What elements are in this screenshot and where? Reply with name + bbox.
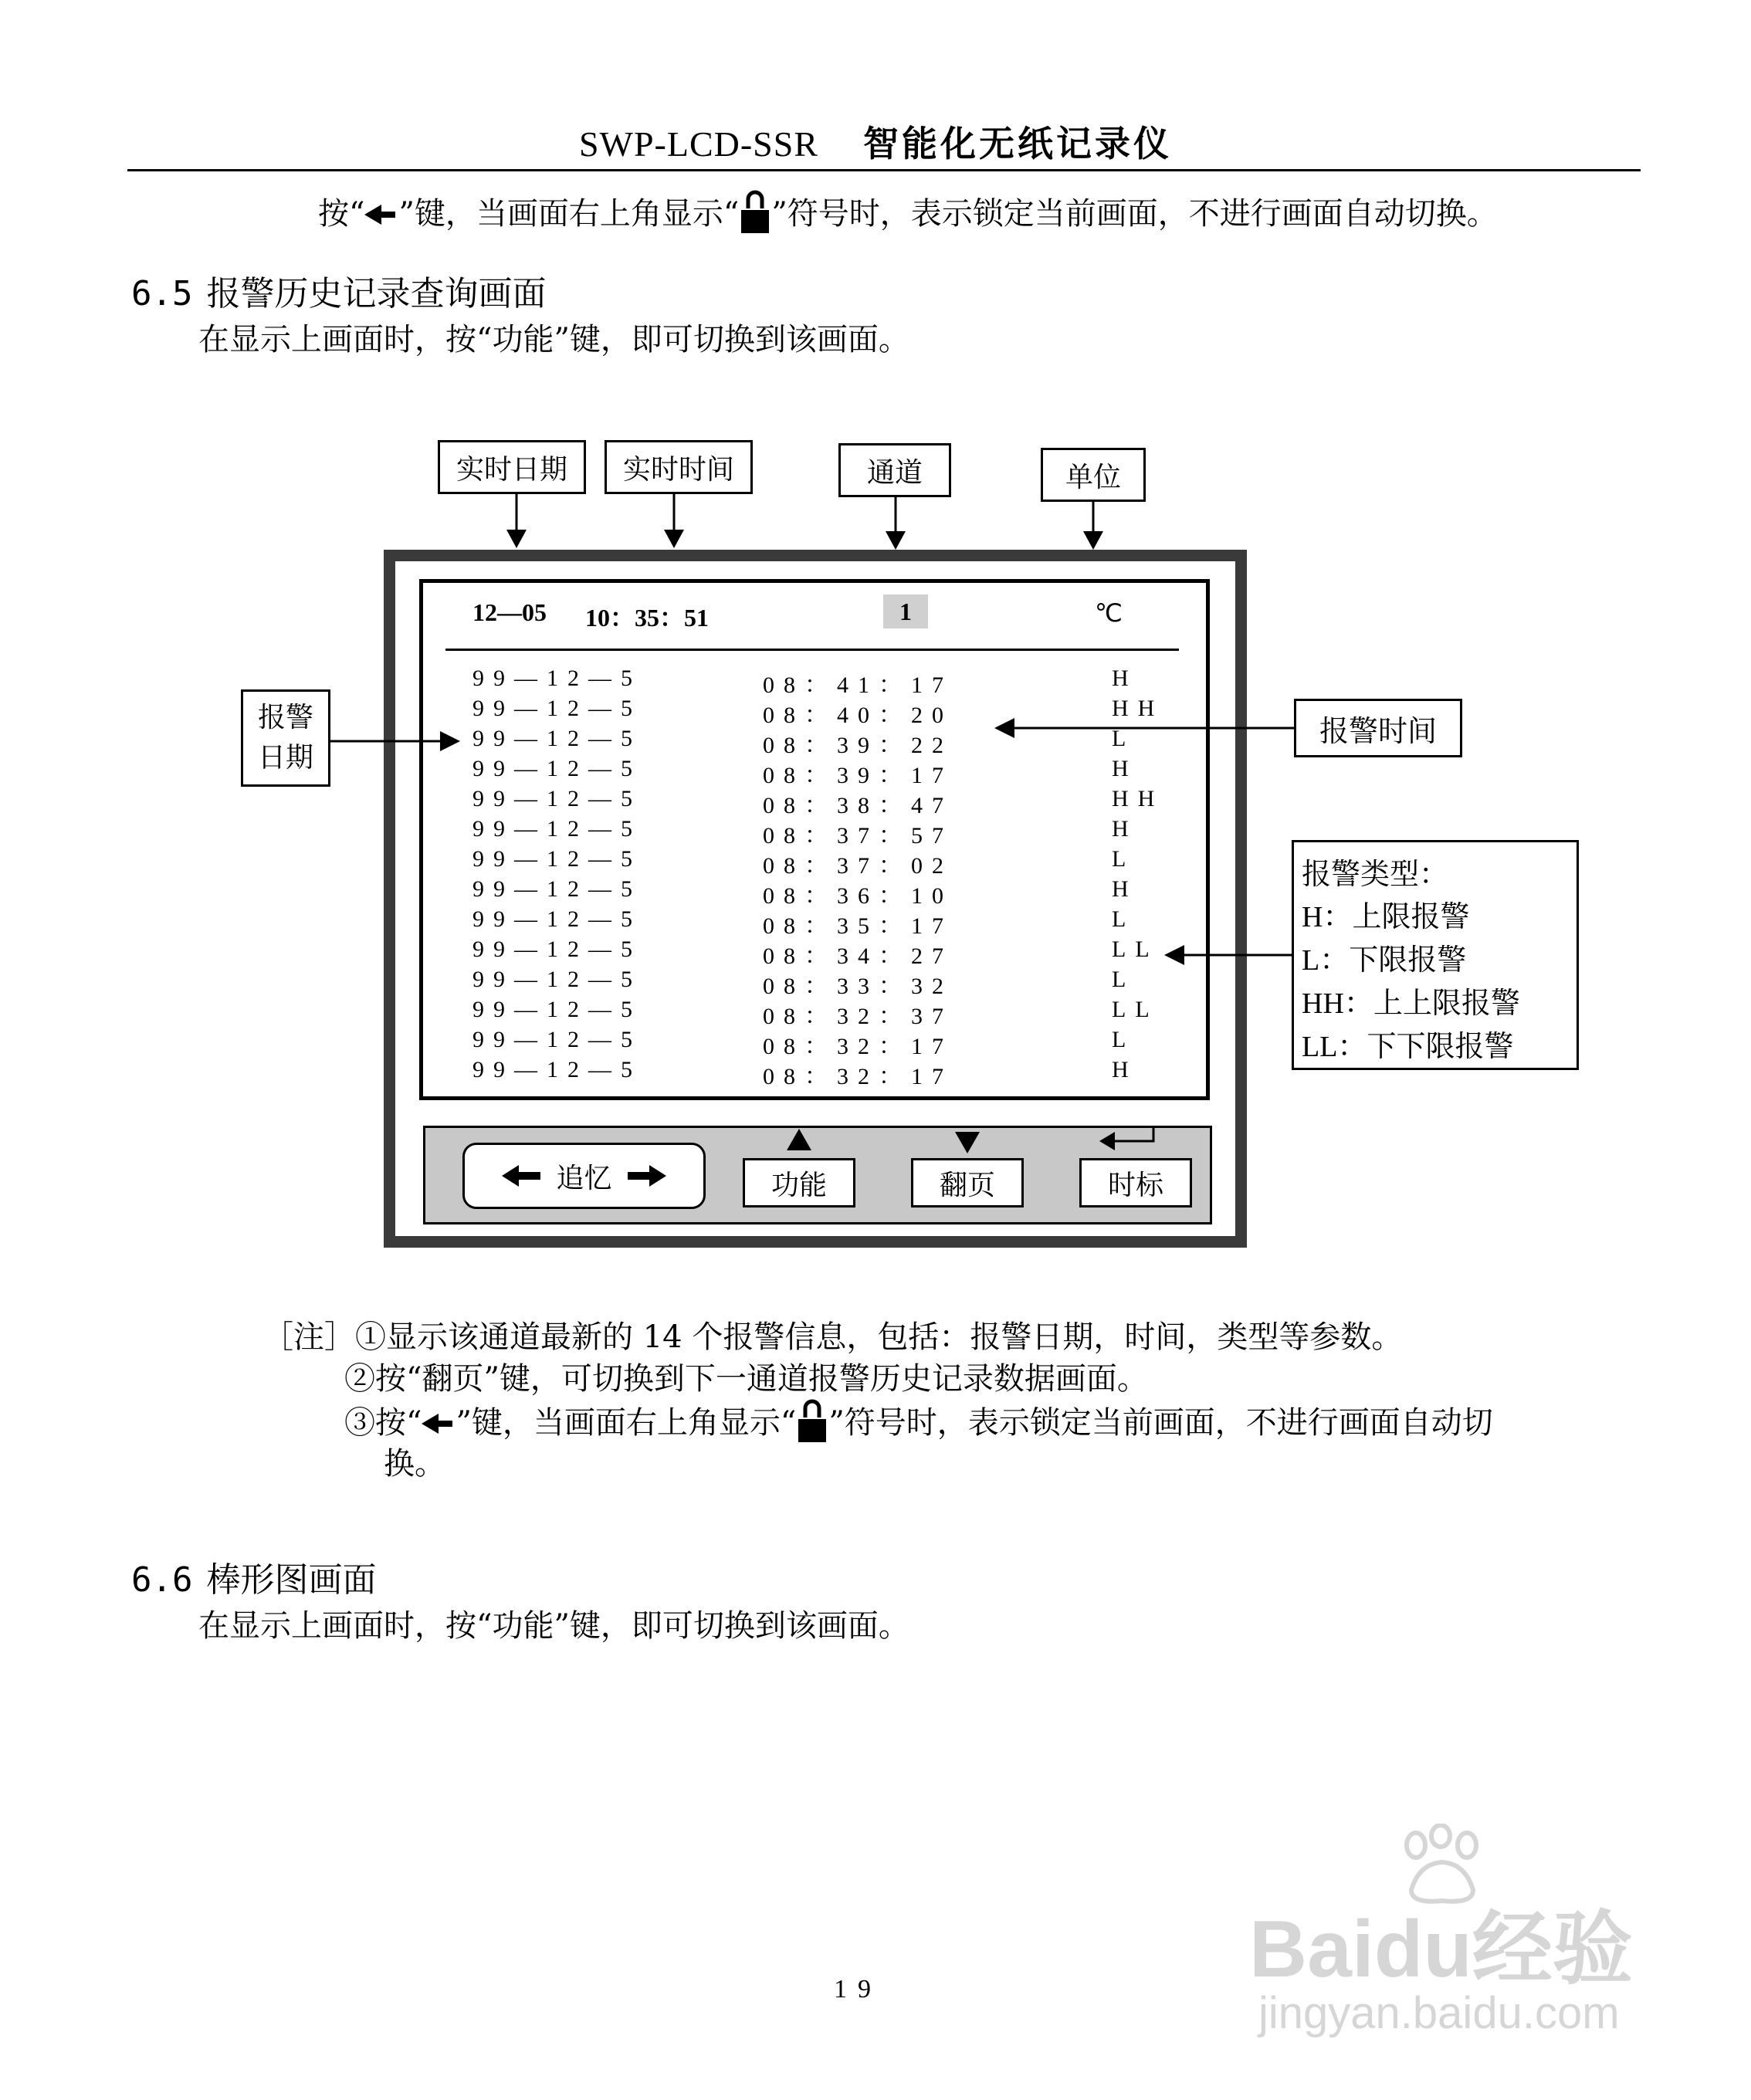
right-arrow-icon	[626, 1163, 666, 1188]
callout-alarm-time: 报警时间	[1294, 699, 1462, 757]
alarm-row-time: 08：41：17	[763, 672, 953, 698]
callout-channel: 通道	[838, 443, 951, 497]
watermark-url: jingyan.baidu.com	[1258, 1988, 1620, 2038]
alarm-row-type: L	[1112, 967, 1136, 992]
alarm-row-date: 99—12—5	[472, 876, 642, 902]
alarm-row-time: 08：32：17	[763, 1064, 953, 1089]
alarm-row-time: 08：32：17	[763, 1034, 953, 1059]
alarm-row-date: 99—12—5	[472, 756, 642, 781]
intro-line: 按“ ”键，当画面右上角显示“ ”符号时，表示锁定当前画面，不进行画面自动切换。	[318, 187, 1498, 235]
lock-icon	[739, 187, 771, 235]
alarm-row-time: 08：40：20	[763, 703, 953, 728]
callout-unit: 单位	[1041, 448, 1146, 502]
recall-key[interactable]: 追忆	[462, 1143, 706, 1209]
page-number: 19	[834, 1975, 882, 2003]
alarm-row-type: L	[1112, 1027, 1136, 1052]
alarm-row-date: 99—12—5	[472, 906, 642, 932]
alarm-row-date: 99—12—5	[472, 816, 642, 842]
alarm-row-time: 08：35：17	[763, 913, 953, 939]
alarm-row-type: H	[1112, 756, 1138, 781]
back-arrow-icon	[364, 203, 398, 226]
alarm-row-time: 08：32：37	[763, 1004, 953, 1029]
alarm-row-type: LL	[1112, 997, 1159, 1022]
alarm-row-time: 08：39：22	[763, 733, 953, 758]
alarm-row-type: H	[1112, 666, 1138, 691]
time-mark-key[interactable]: 时标	[1079, 1158, 1192, 1208]
alarm-type-item: LL：下下限报警	[1302, 1029, 1514, 1063]
product-name: 智能化无纸记录仪	[863, 123, 1173, 164]
alarm-row-time: 08：33：32	[763, 974, 953, 999]
alarm-row-type: L	[1112, 726, 1136, 751]
alarm-row-type: H	[1112, 876, 1138, 902]
screen-channel: 1	[883, 594, 928, 628]
alarm-row-type: L	[1112, 906, 1136, 932]
left-arrow-icon	[502, 1163, 542, 1188]
alarm-row-type: L	[1112, 846, 1136, 872]
alarm-row-date: 99—12—5	[472, 846, 642, 872]
alarm-row-date: 99—12—5	[472, 1057, 642, 1082]
section-6-5-intro: 在显示上画面时，按“功能”键，即可切换到该画面。	[198, 322, 909, 357]
alarm-row-time: 08：37：57	[763, 823, 953, 848]
alarm-types-title: 报警类型：	[1302, 857, 1449, 891]
watermark-brand: Baidu经验	[1249, 1905, 1633, 1994]
model-name: SWP-LCD-SSR	[578, 124, 819, 164]
alarm-row-date: 99—12—5	[472, 997, 642, 1022]
alarm-row-time: 08：38：47	[763, 793, 953, 818]
alarm-types-legend	[1292, 840, 1579, 1070]
alarm-type-item: H：上限报警	[1302, 899, 1470, 933]
section-6-6-heading: 6.6 棒形图画面	[131, 1560, 377, 1600]
callout-realtime-time: 实时时间	[605, 440, 753, 494]
callout-alarm-date: 报警 日期	[241, 689, 330, 787]
note-1: ［注］①显示该通道最新的 14 个报警信息，包括：报警日期，时间，类型等参数。	[262, 1319, 1403, 1355]
section-6-6-intro: 在显示上画面时，按“功能”键，即可切换到该画面。	[198, 1608, 909, 1644]
screen-header-divider	[445, 649, 1179, 651]
alarm-row-type: H	[1112, 816, 1138, 842]
note-3: ③按“ ”键，当画面右上角显示“ ”符号时，表示锁定当前画面，不进行画面自动切	[344, 1396, 1493, 1444]
document-header	[0, 116, 1751, 167]
alarm-row-time: 08：37：02	[763, 853, 953, 879]
alarm-row-date: 99—12—5	[472, 1027, 642, 1052]
note-3-continued: 换。	[384, 1446, 445, 1482]
alarm-row-date: 99—12—5	[472, 696, 642, 721]
alarm-type-item: L：下限报警	[1302, 943, 1467, 977]
alarm-row-type: HH	[1112, 696, 1164, 721]
screen-unit: ℃	[1095, 599, 1123, 627]
function-key[interactable]: 功能	[743, 1158, 855, 1208]
header-rule	[127, 169, 1641, 171]
alarm-row-type: LL	[1112, 937, 1159, 962]
screen-time: 10：35：51	[585, 604, 710, 632]
alarm-row-date: 99—12—5	[472, 937, 642, 962]
alarm-row-type: HH	[1112, 786, 1164, 811]
alarm-row-date: 99—12—5	[472, 786, 642, 811]
alarm-row-type: H	[1112, 1057, 1138, 1082]
alarm-type-item: HH：上上限报警	[1302, 986, 1520, 1020]
page-key[interactable]: 翻页	[911, 1158, 1024, 1208]
alarm-row-time: 08：36：10	[763, 883, 953, 909]
section-6-5-heading: 6.5 报警历史记录查询画面	[131, 274, 547, 313]
alarm-row-time: 08：34：27	[763, 943, 953, 969]
screen-date: 12—05	[472, 598, 547, 626]
callout-realtime-date: 实时日期	[438, 440, 586, 494]
alarm-row-date: 99—12—5	[472, 967, 642, 992]
alarm-row-time: 08：39：17	[763, 763, 953, 788]
alarm-row-date: 99—12—5	[472, 666, 642, 691]
alarm-row-date: 99—12—5	[472, 726, 642, 751]
note-2: ②按“翻页”键，可切换到下一通道报警历史记录数据画面。	[344, 1361, 1148, 1397]
back-arrow-icon	[422, 1412, 456, 1435]
lock-icon	[796, 1396, 828, 1444]
